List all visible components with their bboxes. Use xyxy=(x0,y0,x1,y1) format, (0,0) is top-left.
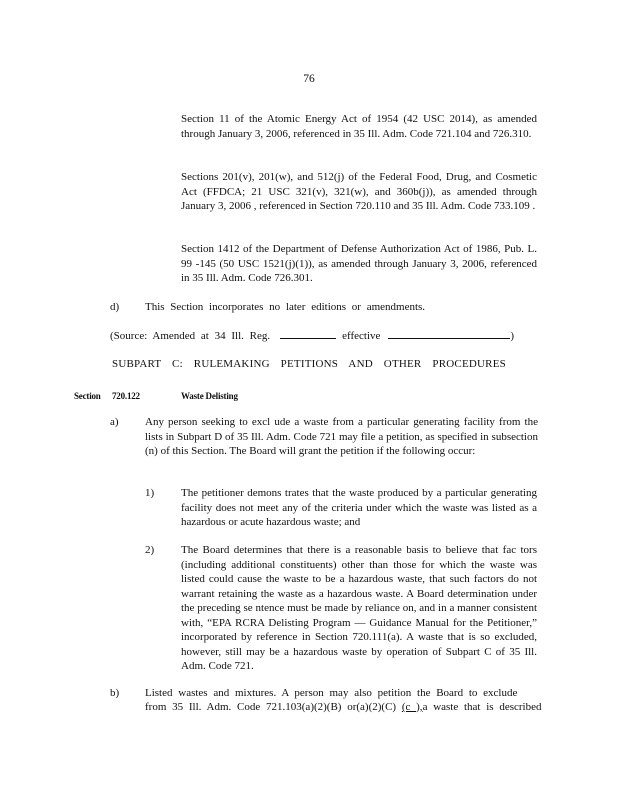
sub-item-2-marker: 2) xyxy=(145,544,155,556)
source-suffix: ) xyxy=(510,330,515,342)
sub-item-1-text: The petitioner demons trates that the waste produced by a particular generating facility does not meet any of the criteria under which the waste was listed as a hazardous or acute hazardous waste; and xyxy=(181,487,537,528)
section-title: Waste Delisting xyxy=(181,391,238,401)
item-a-marker: a) xyxy=(110,416,119,428)
sub-item-2-text: The Board determines that there is a reasonable basis to believe that fac tors (including additional constituents) other than those for which the waste was listed could cause the waste to be a hazardous waste, that such factors do not warrant retaining the waste as a hazardous waste. A Board determination under the preceding se ntence must be made by reliance on, and in a manner consistent with, “EPA RCRA Delisting Program — Guidance Manual for the Petitioner,” incorporated by reference in Section 720.111(a). A waste that is so excluded, however, still may be a hazardous waste by operation of Subpart C of 35 Ill. Adm. Code 721. xyxy=(181,544,537,672)
register-blank xyxy=(280,328,336,339)
effective-date-blank xyxy=(388,328,510,339)
section-number: 720.122 xyxy=(112,391,140,401)
item-b-line-2 xyxy=(145,700,541,715)
source-effective: effective xyxy=(342,330,381,342)
source-note xyxy=(110,328,514,344)
page-number: 76 xyxy=(303,73,315,85)
reference-atomic-energy-act: Section 11 of the Atomic Energy Act of 1954 (42 USC 2014), as amended through January 3, 2006, referenced in 35 Ill. Adm. Code 721.104 and 726.310. xyxy=(181,113,537,140)
item-d-text: This Section incorporates no later editions or amendments. xyxy=(145,301,426,313)
item-b-line-2-start: from 35 Ill. Adm. Code 721.103(a)(2)(B) or(a)(2)(C) xyxy=(145,701,397,713)
source-prefix: (Source: Amended at 34 Ill. Reg. xyxy=(110,330,271,342)
item-d-marker: d) xyxy=(110,301,120,313)
sub-item-1-marker: 1) xyxy=(145,487,155,499)
item-b-line-1: Listed wastes and mixtures. A person may also petition the Board to exclude xyxy=(145,687,518,699)
item-a-text: Any person seeking to excl ude a waste from a particular generating facility from the lists in Subpart D of 35 Ill. Adm. Code 721 may file a petition, as specified in subsection (n) of this Section. The Board will grant the petition if the following occur: xyxy=(145,416,538,457)
inserted-subsection-reference: (c ), xyxy=(401,701,423,713)
subpart-heading: SUBPART C: RULEMAKING PETITIONS AND OTHER PROCEDURES xyxy=(112,358,506,370)
reference-defense-authorization-act: Section 1412 of the Department of Defense Authorization Act of 1986, Pub. L. 99 -145 (50 USC 1521(j)(1)), as amended through January 3, 2006, referenced in 35 Ill. Adm. Code 726.301. xyxy=(181,243,537,284)
section-label: Section xyxy=(74,391,101,401)
item-b-line-2-end: a waste that is described xyxy=(422,701,542,713)
item-b-marker: b) xyxy=(110,687,120,699)
reference-ffdca: Sections 201(v), 201(w), and 512(j) of the Federal Food, Drug, and Cosmetic Act (FFDCA; 21 USC 321(v), 321(w), and 360b(j)), as amended through January 3, 2006 , referenced in Section 720.110 and 35 Ill. Adm. Code 733.109 . xyxy=(181,171,537,212)
